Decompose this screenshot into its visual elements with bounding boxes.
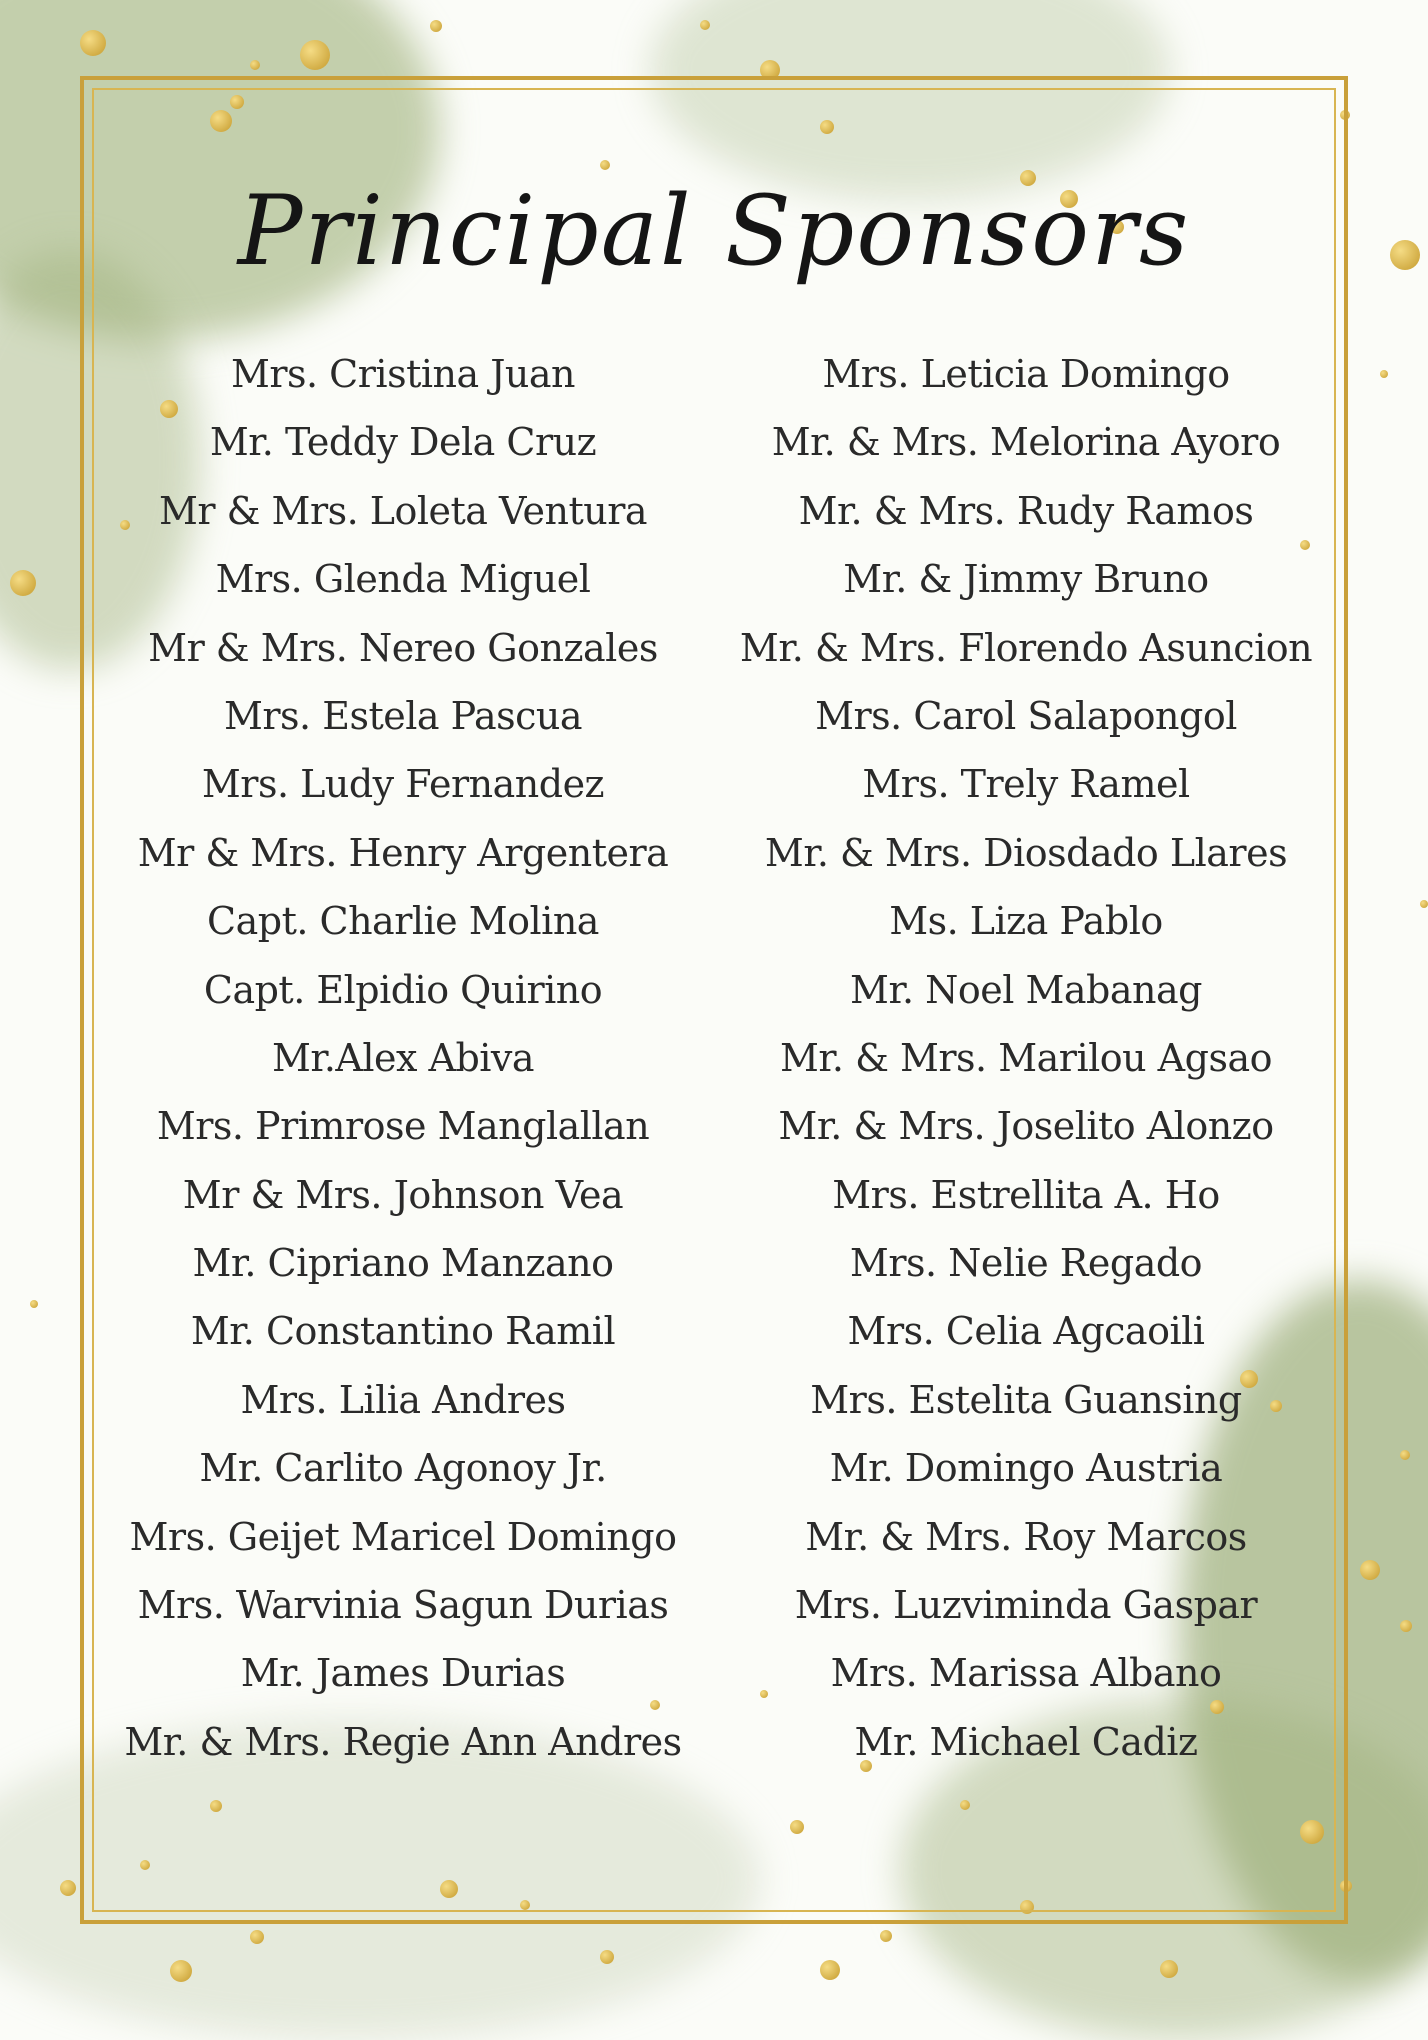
sponsor-name: Mr. James Durias [240, 1651, 566, 1696]
sponsor-name: Mrs. Glenda Miguel [215, 557, 591, 602]
sponsor-name: Mr & Mrs. Johnson Vea [182, 1172, 624, 1217]
gold-dot [1160, 1960, 1178, 1978]
sponsor-name: Ms. Liza Pablo [889, 899, 1163, 944]
gold-dot [250, 1930, 264, 1944]
gold-dot [820, 1960, 840, 1980]
gold-dot [30, 1300, 38, 1308]
sponsor-name: Mr. & Mrs. Florendo Asuncion [739, 625, 1313, 670]
gold-dot [430, 20, 442, 32]
sponsor-name: Mrs. Luzviminda Gaspar [794, 1583, 1258, 1628]
sponsor-name: Mrs. Cristina Juan [230, 352, 576, 396]
sponsor-name: Mrs. Primrose Manglallan [156, 1104, 650, 1149]
gold-dot [1420, 900, 1428, 908]
sponsor-name: Mr.Alex Abiva [271, 1035, 535, 1080]
sponsor-name: Mrs. Estelita Guansing [810, 1377, 1242, 1422]
gold-dot [700, 20, 710, 30]
sponsor-name: Mr & Mrs. Loleta Ventura [158, 488, 648, 533]
sponsor-list-right [716, 340, 1336, 1776]
gold-dot [600, 1950, 614, 1964]
sponsor-name: Mr & Mrs. Nereo Gonzales [148, 625, 658, 670]
gold-dot [170, 1960, 192, 1982]
sponsor-name: Mr. Noel Mabanag [850, 967, 1202, 1012]
sponsor-name: Mrs. Leticia Domingo [822, 352, 1230, 396]
sponsor-name: Mrs. Carol Salapongol [815, 693, 1237, 738]
sponsor-name: Mrs. Ludy Fernandez [201, 762, 605, 807]
sponsor-name: Mr. Michael Cadiz [854, 1719, 1198, 1764]
sponsor-name: Mr. & Mrs. Rudy Ramos [798, 488, 1254, 533]
gold-dot [250, 60, 260, 70]
sponsor-name: Mr. Carlito Agonoy Jr. [199, 1446, 607, 1491]
sponsor-list-left [93, 340, 713, 1776]
gold-dot [1400, 1620, 1412, 1632]
gold-dot [880, 1930, 892, 1942]
gold-dot [1360, 1560, 1380, 1580]
sponsor-name: Mr. & Mrs. Marilou Agsao [780, 1035, 1272, 1080]
sponsor-name: Mrs. Lilia Andres [240, 1377, 566, 1422]
sponsor-name: Mrs. Marissa Albano [830, 1651, 1222, 1696]
sponsor-name: Mr. & Mrs. Diosdado Llares [764, 830, 1288, 875]
sponsor-name: Mrs. Estrellita A. Ho [832, 1172, 1220, 1217]
sponsor-name: Mr. Cipriano Manzano [192, 1241, 614, 1286]
sponsor-name: Mrs. Trely Ramel [862, 762, 1190, 807]
gold-dot [10, 570, 36, 596]
sponsor-name: Mr & Mrs. Henry Argentera [137, 830, 669, 875]
sponsor-name: Mr. & Mrs. Joselito Alonzo [778, 1104, 1274, 1149]
sponsor-name: Mr. Constantino Ramil [190, 1309, 616, 1354]
sponsor-name: Capt. Elpidio Quirino [203, 967, 603, 1012]
gold-dot [60, 1880, 76, 1896]
page-title: Principal Sponsors [237, 175, 1191, 287]
sponsor-name: Mrs. Warvinia Sagun Durias [137, 1583, 669, 1628]
sponsor-name: Mr. & Mrs. Melorina Ayoro [771, 420, 1281, 465]
sponsor-name: Mrs. Estela Pascua [223, 693, 583, 738]
gold-dot [1380, 370, 1388, 378]
sponsor-name: Capt. Charlie Molina [207, 899, 599, 944]
sponsor-name: Mrs. Nelie Regado [849, 1241, 1203, 1286]
sponsor-name: Mr. & Mrs. Roy Marcos [805, 1514, 1247, 1559]
sponsor-name: Mr. Domingo Austria [829, 1446, 1223, 1491]
gold-dot [80, 30, 106, 56]
gold-dot [300, 40, 330, 70]
sponsor-name: Mrs. Geijet Maricel Domingo [129, 1514, 677, 1559]
sponsor-name: Mr. & Jimmy Bruno [843, 557, 1209, 602]
gold-dot [1400, 1450, 1410, 1460]
sponsor-name: Mr. Teddy Dela Cruz [209, 420, 597, 465]
sponsor-name: Mr. & Mrs. Regie Ann Andres [124, 1719, 682, 1764]
sponsor-name: Mrs. Celia Agcaoili [847, 1309, 1205, 1354]
